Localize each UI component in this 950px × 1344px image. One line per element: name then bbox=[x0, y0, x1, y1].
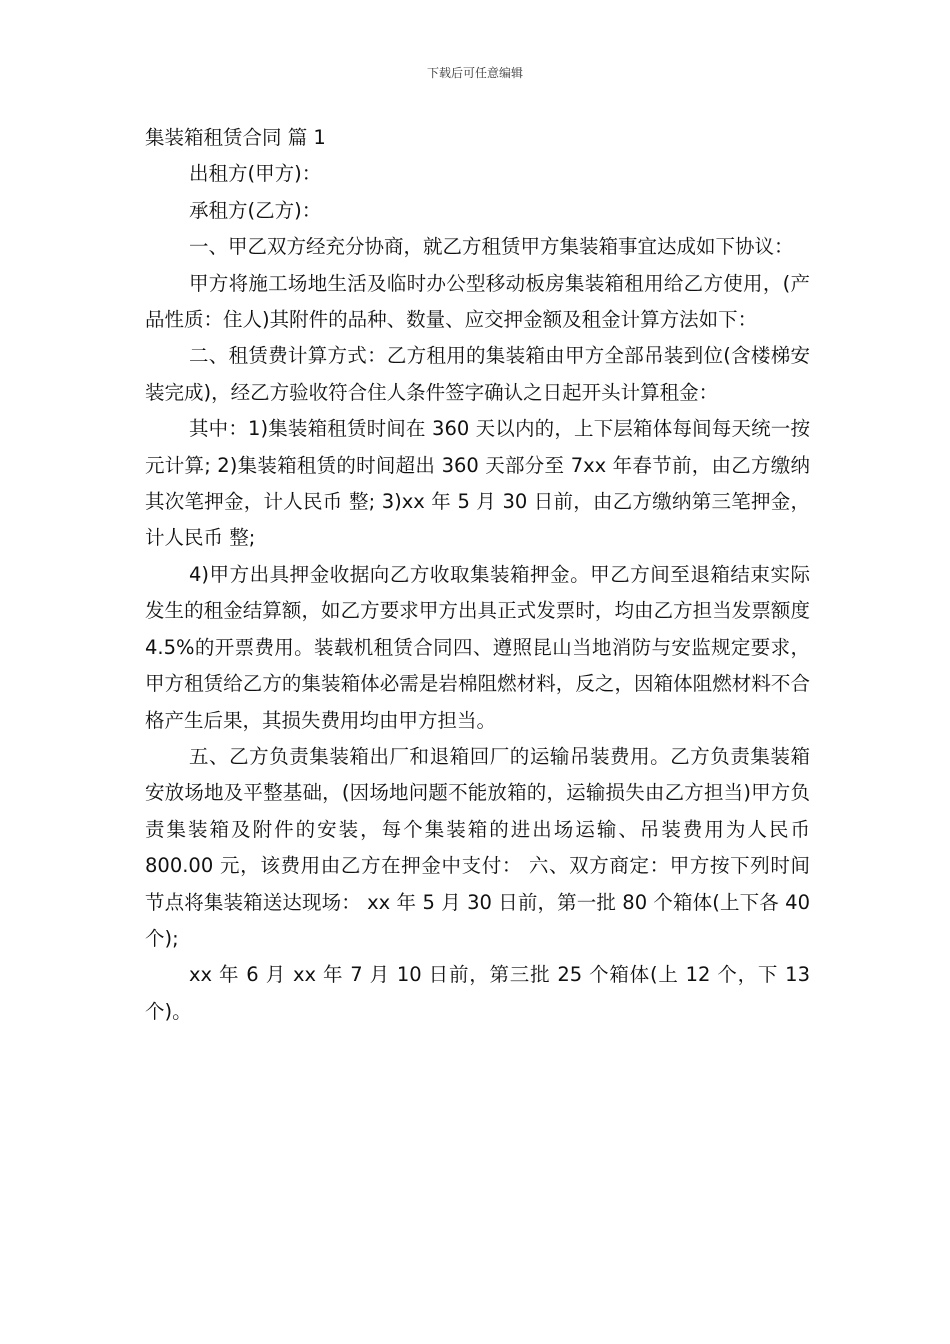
document-title: 集装箱租赁合同 篇 1 bbox=[145, 126, 326, 149]
paragraph-schedule: xx 年 6 月 xx 年 7 月 10 日前，第三批 25 个箱体(上 12 个，下 13 个)。 bbox=[145, 963, 810, 1023]
paragraph-clause-1: 一、甲乙双方经充分协商，就乙方租赁甲方集装箱事宜达成如下协议： bbox=[189, 235, 794, 259]
paragraph-usage: 甲方将施工场地生活及临时办公型移动板房集装箱租用给乙方使用，(产品性质：住人)其附件的品种、数量、应交押金额及租金计算方法如下： bbox=[145, 271, 810, 332]
paragraph-clause-2: 二、租赁费计算方式：乙方租用的集装箱由甲方全部吊装到位(含楼梯安装完成)，经乙方验收符合住人条件签字确认之日起开头计算租金： bbox=[145, 344, 810, 404]
document-body bbox=[145, 120, 810, 1030]
page-header: 下载后可任意编辑 bbox=[426, 66, 523, 80]
paragraph-rent-terms: 其中：1)集装箱租赁时间在 360 天以内的，上下层箱体每间每天统一按 元计算; 2)集装箱租赁的时间超出 360 天部分至 7xx 年春节前，由乙方缴纳其次笔押金，计人民币 整; 3)xx 年 5 月 30 日前，由乙方缴纳第三笔押金，计人民币 整; bbox=[145, 417, 810, 550]
paragraph-clause-5: 五、乙方负责集装箱出厂和退箱回厂的运输吊装费用。乙方负责集装箱安放场地及平整基础，(因场地问题不能放箱的，运输损失由乙方担当)甲方负责集装箱及附件的安装，每个集装箱的进出场运输、吊装费用为人民币 800.00 元，该费用由乙方在押金中支付： 六、双方商定：甲方按下列时间节点将集装箱送达现场： xx 年 5 月 30 日前，第一批 80 个箱体(上下各 40 个); bbox=[145, 744, 810, 950]
paragraph-lessee: 承租方(乙方)： bbox=[189, 198, 322, 222]
paragraph-lessor: 出租方(甲方)： bbox=[189, 162, 322, 186]
paragraph-deposit: 4)甲方出具押金收据向乙方收取集装箱押金。甲乙方间至退箱结束实际发生的租金结算额，如乙方要求甲方出具正式发票时，均由乙方担当发票额度 4.5%的开票费用。装载机租赁合同四、遵照昆山当地消防与安监规定要求，甲方租赁给乙方的集装箱体必需是岩棉阻燃材料，反之，因箱体阻燃材料不合格产生后果，其损失费用均由甲方担当。 bbox=[145, 562, 810, 732]
